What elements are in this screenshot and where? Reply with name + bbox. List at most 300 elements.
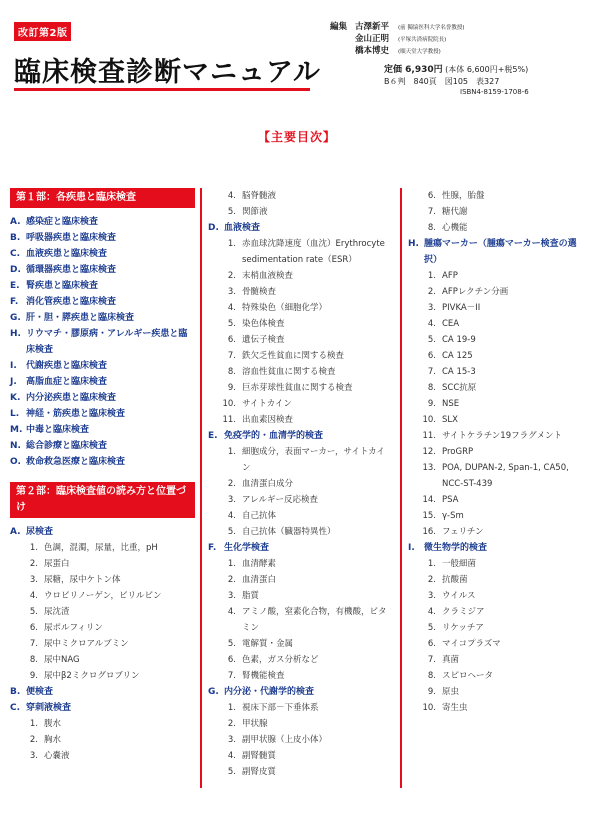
item-title: 血清蛋白成分 <box>242 479 294 489</box>
toc-item <box>408 444 588 460</box>
toc-section <box>10 524 195 540</box>
item-number: 5. <box>227 639 236 649</box>
toc-item <box>408 284 588 300</box>
toc-section <box>10 684 195 700</box>
toc-item <box>408 636 588 652</box>
toc-item <box>408 460 588 492</box>
toc-section <box>10 406 195 422</box>
item-title: PSA <box>442 495 459 505</box>
toc-item <box>208 604 393 636</box>
toc-section <box>10 246 195 262</box>
toc-item <box>10 732 195 748</box>
toc-item <box>208 380 393 396</box>
toc-item <box>408 204 588 220</box>
item-title: 真菌 <box>442 655 460 665</box>
toc-item <box>208 348 393 364</box>
price: 定価 6,930円 <box>384 65 443 75</box>
item-title: 自己抗体 <box>242 511 277 521</box>
item-title: γ-Sm <box>442 511 464 521</box>
toc-item <box>208 716 393 732</box>
item-number: 9. <box>227 383 236 393</box>
item-title: 骨髄検査 <box>242 287 277 297</box>
section-letter: K. <box>10 393 21 403</box>
section-title: リウマチ・膠原病・アレルギー疾患と臨床検査 <box>26 329 188 355</box>
section-letter: C. <box>10 249 21 259</box>
item-number: 8. <box>427 223 436 233</box>
section-title: 高脂血症と臨床検査 <box>26 377 108 387</box>
toc-item <box>208 396 393 412</box>
item-title: 色素，ガス分析など <box>242 655 319 665</box>
toc-section <box>10 278 195 294</box>
item-number: 10. <box>422 703 436 713</box>
book-title: 臨床検査診断マニュアル <box>14 57 321 88</box>
toc-section <box>10 390 195 406</box>
spacer <box>10 470 195 482</box>
toc-item <box>408 684 588 700</box>
section-title: 生化学検査 <box>224 543 270 553</box>
section-letter: D. <box>10 265 21 275</box>
item-number: 2. <box>427 287 436 297</box>
section-letter: L. <box>10 409 20 419</box>
item-title: フェリチン <box>442 527 484 537</box>
section-letter: G. <box>208 687 219 697</box>
part-title: 第２部：臨床検査値の読み方と位置づけ <box>10 482 195 518</box>
item-title: 出血素因検査 <box>242 415 294 425</box>
item-number: 6. <box>427 351 436 361</box>
toc-item <box>208 268 393 284</box>
item-number: 15. <box>422 511 436 521</box>
item-title: 一般細菌 <box>442 559 477 569</box>
item-number: 4. <box>227 751 236 761</box>
toc-item <box>208 524 393 540</box>
toc-section <box>10 358 195 374</box>
section-letter: B. <box>10 687 21 697</box>
item-title: AFP <box>442 271 458 281</box>
item-title: CA 125 <box>442 351 473 361</box>
section-title: 内分泌・代謝学的検査 <box>224 687 315 697</box>
price-detail: (本体 6,600円+税5%) <box>445 65 529 74</box>
toc-section <box>208 220 393 236</box>
toc-item <box>208 236 393 268</box>
section-letter: G. <box>10 313 21 323</box>
item-number: 1. <box>227 447 236 457</box>
item-title: 脳脊髄液 <box>242 191 277 201</box>
item-number: 8. <box>427 383 436 393</box>
item-number: 1. <box>427 271 436 281</box>
toc-item <box>408 700 588 716</box>
item-number: 2. <box>227 719 236 729</box>
item-title: 性腺，胎盤 <box>442 191 485 201</box>
toc-column-2 <box>208 188 393 780</box>
toc-section <box>208 428 393 444</box>
section-title: 便検査 <box>26 687 54 697</box>
editor-affiliation: (平塚共済病院院長) <box>397 37 447 43</box>
toc-item <box>10 572 195 588</box>
item-number: 2. <box>227 575 236 585</box>
item-number: 3. <box>427 591 436 601</box>
item-title: サイトケラチン19フラグメント <box>442 431 563 441</box>
item-title: 色調，混濁，尿量，比重，pH <box>44 543 158 553</box>
item-number: 7. <box>29 639 38 649</box>
item-number: 4. <box>227 191 236 201</box>
toc-item <box>208 412 393 428</box>
item-title: 赤血球沈降速度（血沈）Erythrocyte sedimentation rate（ESR） <box>242 239 385 265</box>
item-number: 14. <box>422 495 436 505</box>
item-title: 尿沈渣 <box>44 607 70 617</box>
item-title: 細胞成分，表面マーカー，サイトカイン <box>242 447 385 473</box>
toc-item <box>10 668 195 684</box>
item-title: サイトカイン <box>242 399 292 409</box>
toc-item <box>408 316 588 332</box>
toc-item <box>208 284 393 300</box>
item-title: マイコプラズマ <box>442 639 501 649</box>
item-title: 関節液 <box>242 207 268 217</box>
item-title: CEA <box>442 319 460 329</box>
toc-item <box>208 364 393 380</box>
item-title: PIVKA－II <box>442 303 481 313</box>
item-number: 7. <box>227 351 236 361</box>
toc-section <box>10 326 195 358</box>
toc-column-1 <box>10 188 195 764</box>
title-underline <box>14 88 310 91</box>
toc-section <box>10 214 195 230</box>
section-letter: H. <box>10 329 21 339</box>
item-number: 9. <box>29 671 38 681</box>
item-number: 3. <box>227 287 236 297</box>
section-letter: H. <box>408 239 419 249</box>
item-number: 6. <box>29 623 38 633</box>
toc-item <box>10 588 195 604</box>
item-title: 副腎皮質 <box>242 767 277 777</box>
section-title: 微生物学的検査 <box>424 543 488 553</box>
item-number: 3. <box>29 751 38 761</box>
section-letter: A. <box>10 217 21 227</box>
item-title: CA 15-3 <box>442 367 476 377</box>
item-title: 巨赤芽球性貧血に関する検査 <box>242 383 353 393</box>
item-number: 5. <box>227 319 236 329</box>
toc-item <box>408 556 588 572</box>
editor-name: 橋本博史 <box>354 46 389 56</box>
item-number: 3. <box>227 495 236 505</box>
item-title: 尿中NAG <box>44 655 80 665</box>
item-title: 遺伝子検査 <box>242 335 285 345</box>
section-title: 血液疾患と臨床検査 <box>26 249 108 259</box>
toc-item <box>408 428 588 444</box>
item-number: 3. <box>227 591 236 601</box>
toc-item <box>408 604 588 620</box>
item-title: POA, DUPAN-2, Span-1, CA50, NCC-ST-439 <box>442 463 569 489</box>
item-number: 9. <box>427 687 436 697</box>
item-title: 尿ポルフィリン <box>44 623 103 633</box>
toc-item <box>10 620 195 636</box>
item-title: 甲状腺 <box>242 719 268 729</box>
item-number: 10. <box>222 399 236 409</box>
isbn: ISBN4-8159-1708-6 <box>460 88 529 96</box>
item-number: 2. <box>227 479 236 489</box>
toc-item <box>208 444 393 476</box>
item-number: 7. <box>427 655 436 665</box>
toc-item <box>208 700 393 716</box>
item-number: 6. <box>427 191 436 201</box>
toc-item <box>10 604 195 620</box>
toc-section <box>10 262 195 278</box>
item-number: 6. <box>227 655 236 665</box>
item-title: 特殊染色（細胞化学） <box>242 303 328 313</box>
item-title: 副腎髄質 <box>242 751 277 761</box>
section-title: 内分泌疾患と臨床検査 <box>26 393 117 403</box>
section-letter: F. <box>10 297 19 307</box>
item-number: 5. <box>427 335 436 345</box>
item-title: ウロビリノーゲン，ビリルビン <box>44 591 162 601</box>
toc-item <box>408 588 588 604</box>
item-number: 9. <box>427 399 436 409</box>
item-title: SLX <box>442 415 458 425</box>
section-title: 腫瘍マーカー（腫瘍マーカー検査の選択） <box>424 239 577 265</box>
toc-section <box>10 374 195 390</box>
toc-item <box>408 412 588 428</box>
item-title: 心機能 <box>442 223 468 233</box>
item-number: 4. <box>427 607 436 617</box>
item-title: 末梢血液検査 <box>242 271 294 281</box>
item-title: 糖代謝 <box>442 207 468 217</box>
item-title: アレルギー反応検査 <box>242 495 318 505</box>
item-title: 脂質 <box>242 591 260 601</box>
item-number: 1. <box>29 719 38 729</box>
item-number: 8. <box>227 367 236 377</box>
item-number: 5. <box>227 527 236 537</box>
item-title: アミノ酸，窒素化合物，有機酸，ビタミン <box>242 607 387 633</box>
item-title: 腹水 <box>44 719 62 729</box>
item-number: 11. <box>422 431 436 441</box>
item-number: 2. <box>29 735 38 745</box>
item-number: 5. <box>227 207 236 217</box>
item-title: 血清蛋白 <box>242 575 277 585</box>
toc-item <box>408 380 588 396</box>
item-number: 4. <box>29 591 38 601</box>
editor-name: 古澤新平 <box>354 22 389 32</box>
item-number: 1. <box>227 559 236 569</box>
section-title: 中毒と臨床検査 <box>26 425 90 435</box>
item-number: 7. <box>427 207 436 217</box>
item-title: 尿中β2ミクログロブリン <box>44 671 140 681</box>
item-title: 自己抗体（臓器特異性） <box>242 527 336 537</box>
toc-section <box>408 236 588 268</box>
item-title: ウイルス <box>442 591 476 601</box>
section-letter: D. <box>208 223 219 233</box>
toc-item <box>408 332 588 348</box>
part-title: 第１部：各疾患と臨床検査 <box>10 188 195 208</box>
item-number: 5. <box>427 623 436 633</box>
item-number: 1. <box>29 543 38 553</box>
editor-row <box>330 46 464 58</box>
item-number: 4. <box>227 303 236 313</box>
toc-item <box>408 572 588 588</box>
item-title: NSE <box>442 399 460 409</box>
item-title: 尿糖，尿中ケトン体 <box>44 575 121 585</box>
item-number: 1. <box>427 559 436 569</box>
item-title: 尿中ミクロアルブミン <box>44 639 129 649</box>
toc-item <box>10 540 195 556</box>
item-title: 胸水 <box>44 735 62 745</box>
item-title: 抗酸菌 <box>442 575 468 585</box>
section-title: 腎疾患と臨床検査 <box>26 281 99 291</box>
item-number: 5. <box>227 767 236 777</box>
toc-item <box>208 300 393 316</box>
toc-item <box>10 636 195 652</box>
toc-item <box>208 204 393 220</box>
item-title: ProGRP <box>442 447 474 457</box>
item-title: 電解質・金属 <box>242 639 294 649</box>
toc-item <box>408 524 588 540</box>
item-title: 血清酵素 <box>242 559 277 569</box>
section-letter: E. <box>208 431 218 441</box>
item-number: 11. <box>222 415 236 425</box>
editor-row <box>330 34 464 46</box>
item-title: 原虫 <box>442 687 460 697</box>
item-title: AFPレクチン分画 <box>442 287 509 297</box>
section-title: 総合診療と臨床検査 <box>26 441 108 451</box>
toc-item <box>10 748 195 764</box>
edition-badge: 改訂第2版 <box>14 22 71 41</box>
item-number: 4. <box>227 511 236 521</box>
section-letter: J. <box>10 377 17 387</box>
section-title: 尿検査 <box>26 527 54 537</box>
toc-item <box>208 748 393 764</box>
item-number: 16. <box>422 527 436 537</box>
section-title: 救命救急医療と臨床検査 <box>26 457 126 467</box>
item-number: 3. <box>29 575 38 585</box>
price-block <box>384 64 529 98</box>
toc-section <box>10 294 195 310</box>
item-number: 8. <box>427 671 436 681</box>
item-number: 1. <box>227 703 236 713</box>
editor-affiliation: (順天堂大学教授) <box>397 49 441 55</box>
section-letter: A. <box>10 527 21 537</box>
toc-item <box>208 508 393 524</box>
toc-item <box>208 188 393 204</box>
toc-section <box>208 540 393 556</box>
section-letter: B. <box>10 233 21 243</box>
column-divider <box>400 188 402 788</box>
item-title: 溶血性貧血に関する検査 <box>242 367 336 377</box>
item-title: 鉄欠乏性貧血に関する検査 <box>242 351 345 361</box>
item-number: 12. <box>422 447 436 457</box>
toc-item <box>408 620 588 636</box>
toc-item <box>208 332 393 348</box>
toc-item <box>208 476 393 492</box>
section-letter: I. <box>408 543 415 553</box>
toc-column-3 <box>408 188 588 716</box>
item-title: 尿蛋白 <box>44 559 70 569</box>
toc-item <box>208 316 393 332</box>
editor-row <box>330 22 464 34</box>
section-title: 呼吸器疾患と臨床検査 <box>26 233 117 243</box>
book-specs: B６判 840頁 図105 表327 <box>384 77 500 86</box>
item-number: 3. <box>427 303 436 313</box>
item-title: CA 19-9 <box>442 335 476 345</box>
section-letter: C. <box>10 703 21 713</box>
toc-item <box>208 764 393 780</box>
toc-item <box>408 492 588 508</box>
section-letter: E. <box>10 281 20 291</box>
section-letter: I. <box>10 361 17 371</box>
toc-item <box>408 652 588 668</box>
item-number: 10. <box>422 415 436 425</box>
toc-section <box>10 310 195 326</box>
toc-section <box>10 700 195 716</box>
item-number: 13. <box>422 463 436 473</box>
toc-item <box>408 268 588 284</box>
section-title: 血液検査 <box>224 223 261 233</box>
item-number: 2. <box>427 575 436 585</box>
toc-item <box>408 220 588 236</box>
item-number: 8. <box>29 655 38 665</box>
item-title: SCC抗原 <box>442 383 477 393</box>
toc-item <box>408 364 588 380</box>
section-title: 穿刺液検査 <box>26 703 72 713</box>
item-title: 心嚢液 <box>44 751 70 761</box>
item-number: 4. <box>427 319 436 329</box>
item-title: 腎機能検査 <box>242 671 285 681</box>
toc-item <box>408 188 588 204</box>
item-title: クラミジア <box>442 607 485 617</box>
item-number: 5. <box>29 607 38 617</box>
item-number: 1. <box>227 239 236 249</box>
section-letter: F. <box>208 543 217 553</box>
toc-heading: 【主要目次】 <box>257 130 336 144</box>
item-title: 視床下部－下垂体系 <box>242 703 319 713</box>
editor-affiliation: (前 獨協医科大学名誉教授) <box>397 25 465 31</box>
toc-item <box>10 652 195 668</box>
toc-item <box>10 556 195 572</box>
toc-item <box>208 572 393 588</box>
toc-section <box>408 540 588 556</box>
section-letter: N. <box>10 441 21 451</box>
toc-section <box>10 438 195 454</box>
toc-item <box>10 716 195 732</box>
section-title: 代謝疾患と臨床検査 <box>26 361 108 371</box>
item-title: 寄生虫 <box>442 703 468 713</box>
item-number: 7. <box>427 367 436 377</box>
section-title: 感染症と臨床検査 <box>26 217 99 227</box>
toc-section <box>208 684 393 700</box>
item-number: 7. <box>227 671 236 681</box>
section-title: 免疫学的・血清学的検査 <box>224 431 324 441</box>
toc-item <box>208 652 393 668</box>
toc-item <box>408 300 588 316</box>
toc-section <box>10 454 195 470</box>
section-letter: M. <box>10 425 23 435</box>
item-number: 6. <box>227 335 236 345</box>
item-title: リケッチア <box>442 623 484 633</box>
item-number: 2. <box>227 271 236 281</box>
toc-item <box>208 732 393 748</box>
item-number: 3. <box>227 735 236 745</box>
editors-block <box>330 22 464 58</box>
item-number: 6. <box>427 639 436 649</box>
section-title: 肝・胆・膵疾患と臨床検査 <box>26 313 135 323</box>
toc-item <box>208 588 393 604</box>
toc-item <box>408 508 588 524</box>
section-letter: O. <box>10 457 21 467</box>
toc-section <box>10 230 195 246</box>
section-title: 神経・筋疾患と臨床検査 <box>26 409 126 419</box>
toc-item <box>208 668 393 684</box>
editors-label: 編集 <box>330 22 348 32</box>
editor-name: 金山正明 <box>354 34 389 44</box>
toc-item <box>208 556 393 572</box>
toc-item <box>408 348 588 364</box>
